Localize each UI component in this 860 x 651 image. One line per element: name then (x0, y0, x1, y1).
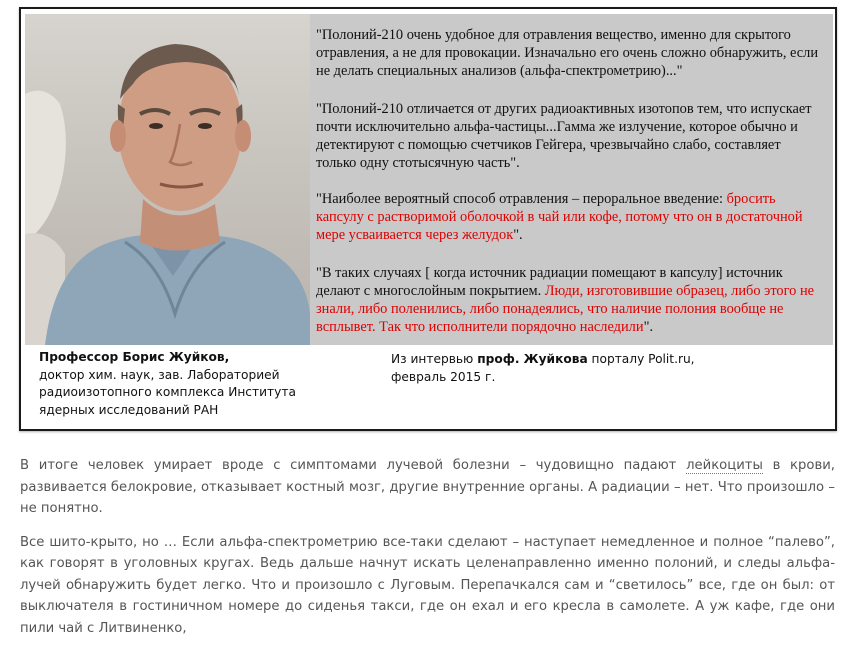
quote-1 (316, 26, 823, 80)
source-caption (391, 351, 731, 386)
quote-segment-highlighted: бросить капсулу с растворимой оболочкой в чай или кофе, потому что он в достаточной мере усваивается через желудок (316, 191, 803, 243)
source-prefix: Из интервью (391, 352, 478, 366)
caption-line-3: ядерных исследований РАН (39, 402, 219, 417)
source-caption-line-1 (391, 351, 731, 369)
quote-segment: ". (643, 319, 654, 335)
quote-segment: "Полоний-210 очень удобное для отравления вещество, именно для скрытого отравления, а не для провокации. Изначально его очень сложно обнаружить, если не делать специальных анализов (альфа-спектрометрию)..." (316, 27, 819, 79)
quote-2 (316, 100, 823, 172)
quote-segment-highlighted: Люди, изготовившие образец, либо этого не знали, либо поленились, либо понадеялись, что наличие полония вообще не всплывет. Так что исполнители порядочно наследили (316, 283, 815, 335)
quote-segment: ". (513, 227, 523, 243)
paragraph-1-text-a: В итоге человек умирает вроде с симптомами лучевой болезни – чудовищно падают (20, 458, 687, 473)
paragraph-1-text-b: в крови, развивается белокровие, отказывает костный мозг, другие внутренние органы. А радиации – нет. Что произошло – не понятно. (20, 458, 835, 516)
portrait-photo (25, 14, 310, 345)
article-paragraph-1 (20, 455, 835, 520)
caption-line-1: доктор хим. наук, зав. Лабораторией (39, 367, 280, 382)
article-paragraph-2: Все шито-крыто, но … Если альфа-спектрометрию все-таки сделают – наступает немедленное и полное “палево”, как говорят в уголовных кругах. Ведь дальше начнут искать целенаправленно именно полоний, и следы альфа-лучей обнаружить будет легко. Что и произошло с Луговым. Перепачкался сам и “светилось” все, где он был: от выключателя в гостиничном номере до сиденья такси, где он ехал и его кресла в самолете. А уж кафе, где они пили чай с Литвиненко, (20, 534, 835, 636)
quote-panel (310, 14, 833, 345)
source-caption-line-2: февраль 2015 г. (391, 369, 496, 384)
caption-name: Профессор Борис Жуйков, (39, 350, 230, 364)
caption-line-2: радиоизотопного комплекса Института (39, 385, 296, 399)
photo-caption (39, 349, 319, 419)
quote-segment: "В таких случаях [ когда источник радиации помещают в капсулу] источник делают с многослойным покрытием. (316, 265, 783, 299)
leukocytes-link[interactable]: лейкоциты (686, 458, 763, 473)
quote-infobox (19, 7, 837, 431)
quote-segment: "Полоний-210 отличается от других радиоактивных изотопов тем, что испускает почти исключительно альфа-частицы...Гамма же излучение, которое обычно и детектируют с помощью счетчиков Гейгера, чрезвычайно слабо, составляет только одну стотысячную часть". (316, 101, 812, 171)
source-suffix: порталу Polit.ru, (587, 352, 695, 366)
quote-3 (316, 190, 823, 244)
quote-segment: "Наиболее вероятный способ отравления – пероральное введение: (316, 191, 727, 207)
article-body (20, 455, 835, 651)
quote-4 (316, 264, 823, 336)
portrait-illustration (25, 14, 310, 345)
source-author: проф. Жуйкова (477, 352, 588, 366)
